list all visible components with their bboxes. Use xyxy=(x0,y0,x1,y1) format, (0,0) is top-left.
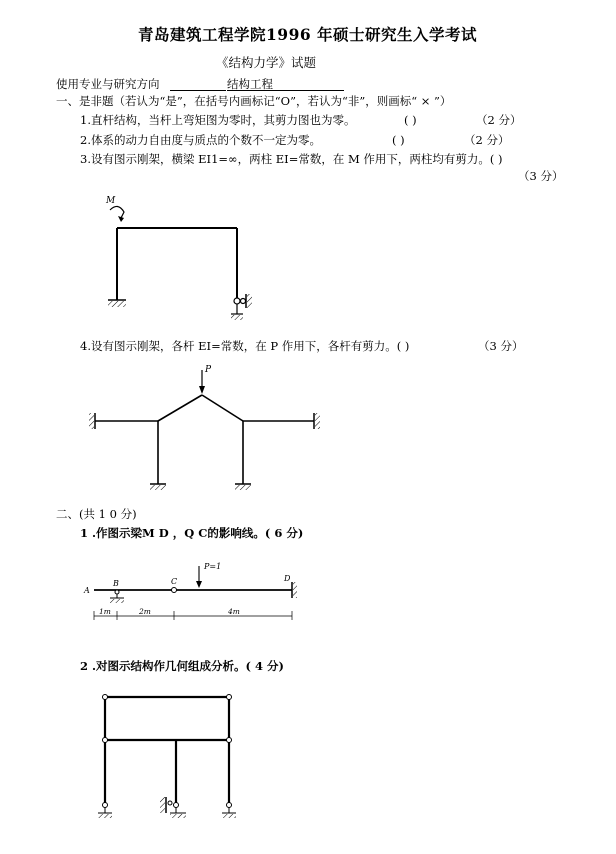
q2-answer-paren: ( ) xyxy=(392,133,405,147)
fig3-point-c: C xyxy=(171,577,178,586)
fig4-hinges xyxy=(103,695,232,743)
p2-q2-text: 2 .对图示结构作几何组成分析。( 4 分) xyxy=(80,659,284,673)
q1-answer-paren: ( ) xyxy=(404,113,417,127)
major-label: 使用专业与研究方向 xyxy=(56,77,160,91)
fig3-load-label: P=1 xyxy=(204,562,222,571)
fig1-moment-label: M xyxy=(106,196,116,206)
part2-heading: 二、(共 1 0 分) xyxy=(56,507,137,521)
part1-heading: 一、是非题（若认为“是”，在括号内画标记“O”，若认为“非”，则画标“ × ”） xyxy=(56,94,452,108)
fig3-dim-cd: 4m xyxy=(228,607,240,616)
q3-text: 3.设有图示刚架，横梁 EI1=∞，两柱 EI=常数，在 M 作用下，两柱均有剪力。( ) xyxy=(80,152,503,166)
fig3-dim-ab: 1m xyxy=(99,607,111,616)
q4-text: 4.设有图示刚架，各杆 EI=常数，在 P 作用下，各杆有剪力。( ) xyxy=(80,339,410,353)
fig3-point-d: D xyxy=(284,574,291,583)
q4-score: （3 分） xyxy=(478,339,524,353)
fig3-point-a: A xyxy=(84,586,90,595)
q2-score: （2 分） xyxy=(464,133,510,147)
fig3-dim-bc: 2m xyxy=(139,607,151,616)
q1-text: 1.直杆结构，当杆上弯矩图为零时，其剪力图也为零。 xyxy=(80,113,356,127)
fig4-slider-support-center xyxy=(160,797,186,818)
fig4-pin-support-left xyxy=(98,803,112,819)
q1-score: （2 分） xyxy=(476,113,522,127)
subject-title: 《结构力学》试题 xyxy=(216,55,317,70)
fig3-point-b: B xyxy=(113,579,119,588)
exam-title: 青岛建筑工程学院1996 年硕士研究生入学考试 xyxy=(138,25,478,44)
q3-score: （3 分） xyxy=(518,169,564,183)
fig4-pin-support-right xyxy=(222,803,236,819)
p2-q1-text: 1 .作图示梁M D ，Q C的影响线。( 6 分) xyxy=(80,526,304,540)
fig2-load-label: P xyxy=(205,365,212,375)
q2-text: 2.体系的动力自由度与质点的个数不一定为零。 xyxy=(80,133,321,147)
major-value: 结构工程 xyxy=(227,77,273,91)
